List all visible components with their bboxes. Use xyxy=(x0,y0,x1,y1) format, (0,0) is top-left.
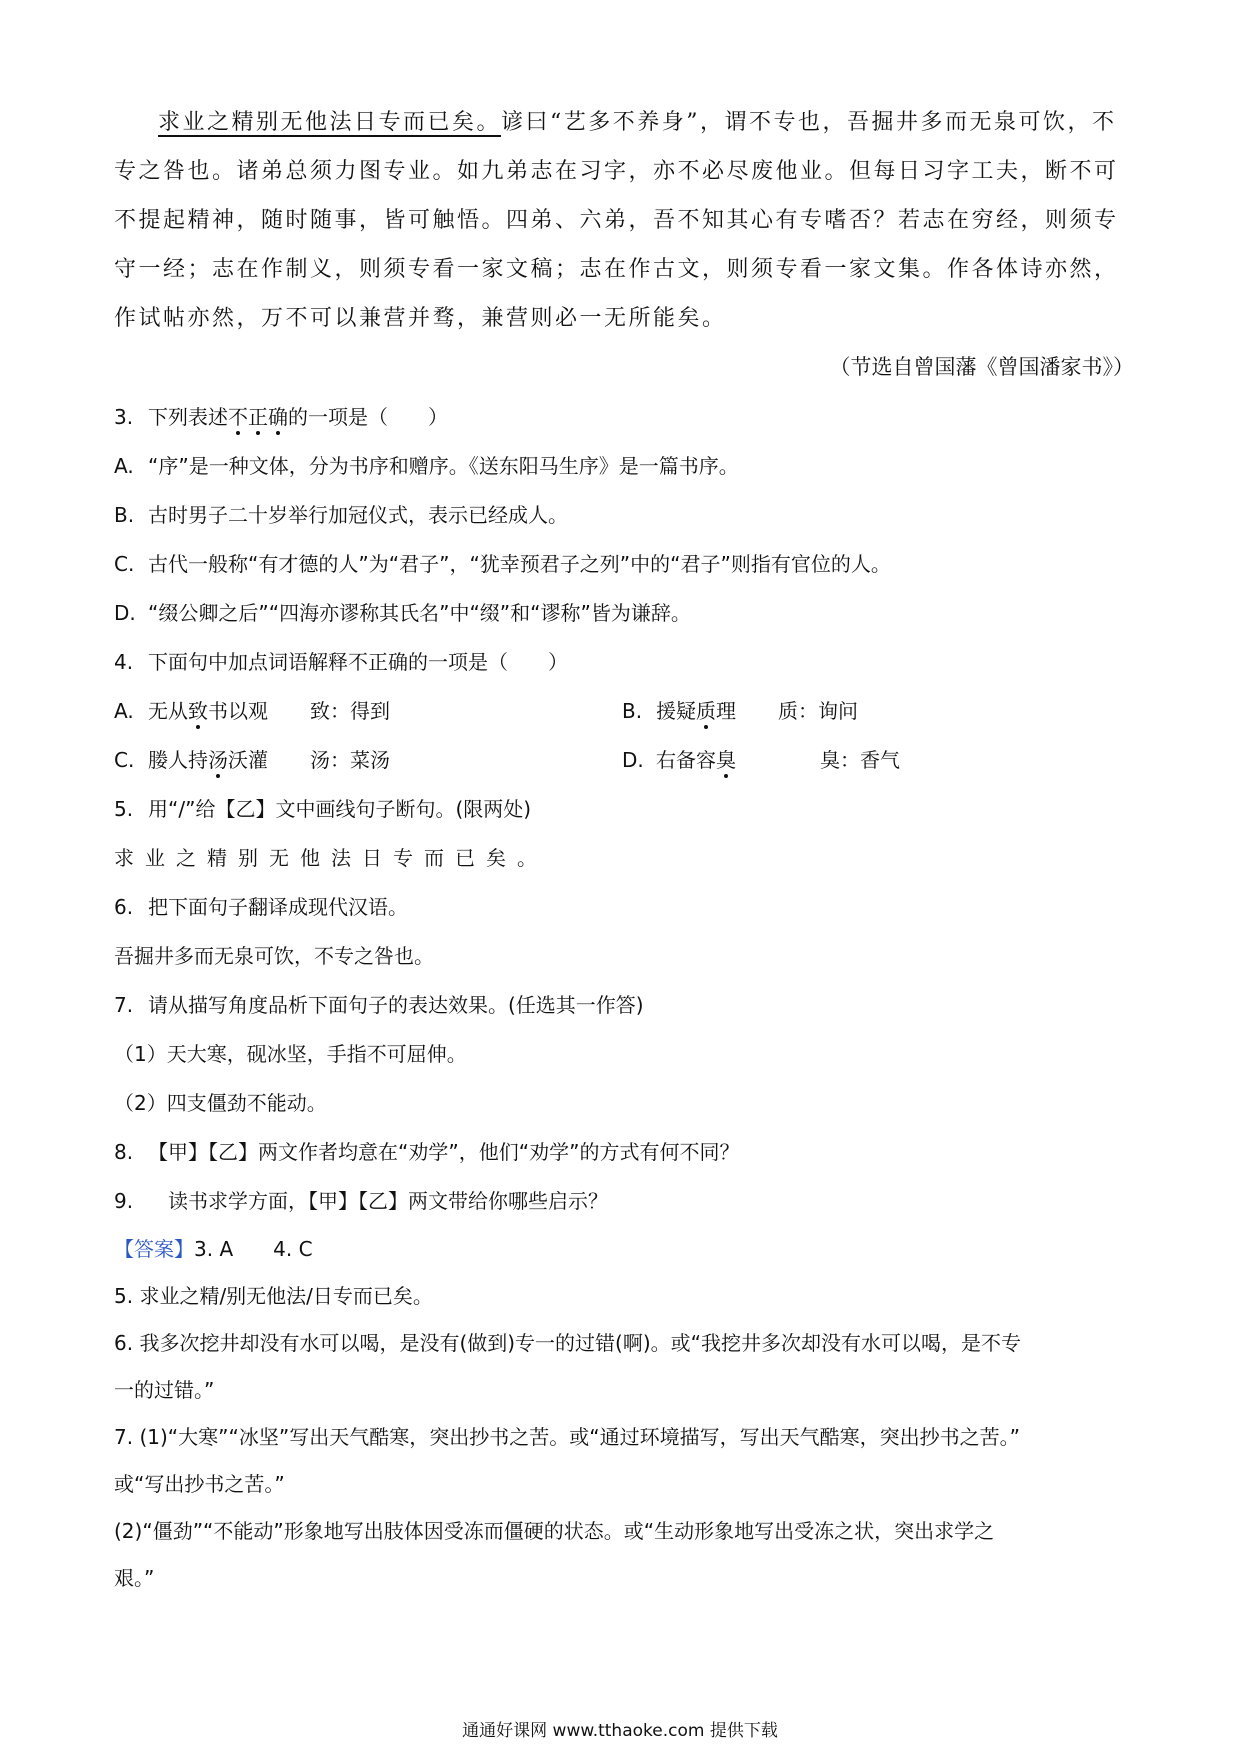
answer-5: 5. 求业之精/别无他法/日专而已矣。 xyxy=(114,1284,433,1308)
answer-6-line-2: 一的过错。” xyxy=(114,1378,215,1402)
option-text: 古代一般称“有才德的人”为“君子”，“犹幸预君子之列”中的“君子”则指有官位的人。 xyxy=(148,552,891,576)
dotted-char: 致 xyxy=(188,699,208,723)
answer-4: 4. C xyxy=(273,1237,313,1261)
question-7-item-1: （1）天大寒，砚冰坚，手指不可屈伸。 xyxy=(114,1042,467,1066)
dotted-char: 正 xyxy=(248,405,268,429)
option-gloss: 致：得到 xyxy=(310,699,390,723)
answer-line-3-4 xyxy=(114,1226,1134,1273)
option-text: 右备容 xyxy=(656,748,716,772)
option-label: C. xyxy=(114,748,135,772)
question-5-stem xyxy=(114,785,1134,834)
option-text: 沃灌 xyxy=(228,748,268,772)
dotted-char: 汤 xyxy=(208,748,228,772)
page-footer: 通通好课网 www.tthaoke.com 提供下载 xyxy=(462,1721,778,1741)
question-number: 6. xyxy=(114,895,134,919)
answer-7-line-2: 或“写出抄书之苦。” xyxy=(114,1472,285,1496)
question-text: 的一项是（ ） xyxy=(288,405,448,429)
dotted-char: 臭 xyxy=(716,748,736,772)
question-3-stem xyxy=(114,393,1134,442)
dotted-char: 确 xyxy=(268,405,288,429)
question-3-option-c xyxy=(114,540,1134,589)
option-label: D. xyxy=(622,748,644,772)
answer-7-line-4: 艰。” xyxy=(114,1566,155,1590)
question-4-stem xyxy=(114,638,1134,687)
option-text: 理 xyxy=(716,699,736,723)
question-4-option-d xyxy=(622,736,1130,785)
question-6-sentence: 吾掘井多而无泉可饮，不专之咎也。 xyxy=(114,944,434,968)
question-3-option-a xyxy=(114,442,1134,491)
underlined-sentence: 求业之精别无他法日专而已矣。 xyxy=(158,110,502,135)
option-text: 书以观 xyxy=(208,699,268,723)
option-text: 古时男子二十岁举行加冠仪式，表示已经成人。 xyxy=(148,503,568,527)
option-label: A. xyxy=(114,454,134,478)
answer-6-line-1: 6. 我多次挖井却没有水可以喝，是没有(做到)专一的过错(啊)。或“我挖井多次却没有水可以喝，是不专 xyxy=(114,1331,1022,1355)
question-number: 8. xyxy=(114,1140,134,1164)
document-page xyxy=(114,98,1134,1602)
option-text: 媵人持 xyxy=(148,748,208,772)
question-7-stem xyxy=(114,981,1134,1030)
option-text: 无从 xyxy=(148,699,188,723)
question-number: 9. xyxy=(114,1189,134,1213)
question-text: 请从描写角度品析下面句子的表达效果。(任选其一作答) xyxy=(148,993,644,1017)
option-label: B. xyxy=(622,699,643,723)
question-4-options-row-1 xyxy=(114,687,1134,736)
question-number: 7. xyxy=(114,993,134,1017)
question-9-stem xyxy=(114,1177,1134,1226)
dotted-char: 质 xyxy=(696,699,716,723)
question-text: 【甲】【乙】两文作者均意在“劝学”，他们“劝学”的方式有何不同？ xyxy=(148,1140,740,1164)
question-number: 4. xyxy=(114,650,134,674)
passage-yi xyxy=(114,98,1134,343)
passage-source: （节选自曾国藩《曾国潘家书》） xyxy=(829,355,1134,379)
passage-text: 谚曰“艺多不养身”，谓不专也，吾掘井多而无泉可饮，不专之咎也。诸弟总须力图专业。如九弟志在习字，亦不必尽废他业。但每日习字工夫，断不可不提起精神，随时随事，皆可触悟。四弟、六弟，吾不知其心有专嗜否？若志在穷经，则须专守一经；志在作制义，则须专看一家文稿；志在作古文，则须专看一家文集。作各体诗亦然，作试帖亦然，万不可以兼营并骛，兼营则必一无所能矣。 xyxy=(114,110,1119,331)
question-text: 把下面句子翻译成现代汉语。 xyxy=(148,895,408,919)
option-gloss: 臭：香气 xyxy=(820,748,900,772)
question-8-stem xyxy=(114,1128,1134,1177)
question-text: 读书求学方面，【甲】【乙】两文带给你哪些启示？ xyxy=(168,1189,608,1213)
question-3-option-d xyxy=(114,589,1134,638)
option-label: C. xyxy=(114,552,135,576)
question-4-option-b xyxy=(622,687,1130,736)
option-gloss: 汤：菜汤 xyxy=(310,748,390,772)
question-text: 用“/”给【乙】文中画线句子断句。(限两处) xyxy=(148,797,532,821)
question-4-option-c xyxy=(114,736,622,785)
option-label: D. xyxy=(114,601,136,625)
question-number: 3. xyxy=(114,405,134,429)
option-label: A. xyxy=(114,699,134,723)
option-text: 援疑 xyxy=(656,699,696,723)
option-gloss: 质：询问 xyxy=(778,699,858,723)
question-4-options-row-2 xyxy=(114,736,1134,785)
question-6-stem xyxy=(114,883,1134,932)
question-3-option-b xyxy=(114,491,1134,540)
question-7-item-2: （2）四支僵劲不能动。 xyxy=(114,1091,327,1115)
question-5-sentence: 求业之精别无他法日专而已矣。 xyxy=(114,846,548,870)
answer-tag: 【答案】 xyxy=(114,1237,194,1261)
question-text: 下列表述 xyxy=(148,405,228,429)
question-4-option-a xyxy=(114,687,622,736)
question-number: 5. xyxy=(114,797,134,821)
option-text: “缀公卿之后”“四海亦谬称其氏名”中“缀”和“谬称”皆为谦辞。 xyxy=(148,601,691,625)
answer-7-line-3: (2)“僵劲”“不能动”形象地写出肢体因受冻而僵硬的状态。或“生动形象地写出受冻之状，突出求学之 xyxy=(114,1519,995,1543)
option-text: “序”是一种文体，分为书序和赠序。《送东阳马生序》是一篇书序。 xyxy=(148,454,739,478)
answer-3: 3. A xyxy=(194,1237,234,1261)
question-text: 下面句中加点词语解释不正确的一项是（ ） xyxy=(148,650,568,674)
option-label: B. xyxy=(114,503,135,527)
dotted-char: 不 xyxy=(228,405,248,429)
answer-7-line-1: 7. (1)“大寒”“冰坚”写出天气酷寒，突出抄书之苦。或“通过环境描写，写出天气酷寒，突出抄书之苦。” xyxy=(114,1425,1020,1449)
